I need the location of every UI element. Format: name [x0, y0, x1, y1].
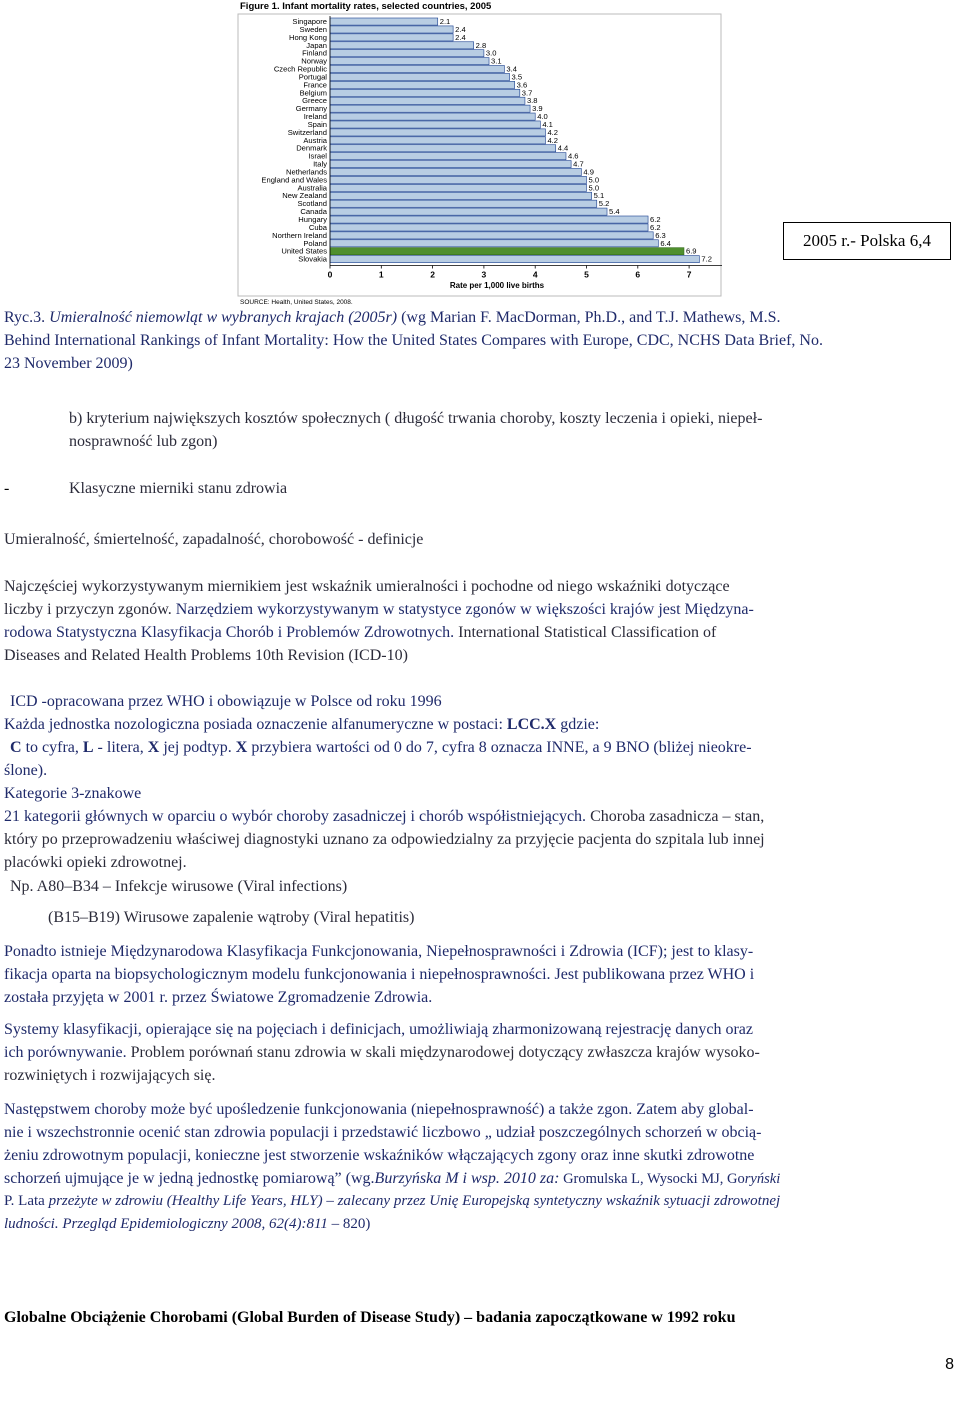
bar — [330, 248, 684, 255]
x-tick-label: 4 — [532, 269, 538, 280]
category-label: Scotland — [297, 199, 327, 209]
category-label: Portugal — [298, 72, 327, 82]
consequence-line5a: P. Lata — [4, 1193, 49, 1209]
bar — [330, 192, 592, 199]
x2-text: przybiera wartości od 0 do 7, cyfra 8 oznacza INNE, a 9 BNO (bliżej nieokre- — [247, 739, 752, 756]
value-label: 3.6 — [516, 80, 528, 90]
category-label: Austria — [303, 135, 327, 145]
most-used-line3a: rodowa Statystyczna Klasyfikacja Chorób i Problemów Zdrowotnych. — [4, 624, 455, 641]
c-letter: C — [10, 739, 22, 756]
value-label: 2.4 — [455, 32, 466, 42]
consequence-line5b: przeżyte w zdrowiu (Healthy Life Years, HLY) – zalecany przez Unię Europejską syntetyczny wskaźnik sytuacji zdrowotnej — [48, 1193, 781, 1209]
value-label: 7.2 — [701, 254, 712, 264]
gbd-heading: Globalne Obciążenie Chorobami (Global Burden of Disease Study) – badania zapoczątkowane w 1992 roku — [4, 1309, 736, 1326]
category-label: Ireland — [303, 112, 327, 122]
x-tick-label: 6 — [635, 269, 641, 280]
value-label: 4.2 — [547, 127, 559, 137]
unit-text2: gdzie: — [556, 716, 600, 733]
cat21-line3: placówki opieki zdrowotnej. — [4, 854, 187, 871]
value-label: 4.0 — [537, 112, 548, 122]
consequence-line1: Następstwem choroby może być upośledzenie funkcjonowania (niepełnosprawność) a także zgon. Zatem aby global- — [4, 1101, 754, 1118]
category-label: Italy — [313, 159, 327, 169]
value-label: 3.0 — [485, 48, 497, 58]
most-used-line1: Najczęściej wykorzystywanym miernikiem jest wskaźnik umieralności i pochodne od niego wskaźniki dotyczące — [4, 578, 730, 595]
category-label: Australia — [297, 183, 327, 193]
category-label: Norway — [301, 56, 327, 66]
l-text: - litera, — [93, 739, 148, 756]
bar — [330, 50, 484, 57]
bar — [330, 224, 648, 231]
consequence-line4a: schorzeń ujmujące je w jedną jednostkę pomiarową” — [4, 1170, 342, 1187]
bar — [330, 208, 607, 215]
x2-letter: X — [235, 739, 248, 756]
bar — [330, 97, 525, 104]
x-letter: X — [147, 739, 160, 756]
category-label: Denmark — [296, 143, 327, 153]
example-line2: (B15–B19) Wirusowe zapalenie wątroby (Viral hepatitis) — [48, 909, 415, 926]
classic-heading: Klasyczne mierniki stanu zdrowia — [69, 480, 288, 497]
consequence-line4e: ryński — [744, 1171, 781, 1187]
x-tick-label: 2 — [430, 269, 435, 280]
value-label: 6.3 — [655, 230, 666, 240]
icd-line: ICD -opracowana przez WHO i obowiązuje w Polsce od roku 1996 — [10, 693, 442, 710]
systems-line1: Systemy klasyfikacji, opierające się na pojęciach i definicjach, umożliwiają zharmonizowaną rejestrację danych oraz — [4, 1021, 753, 1038]
bar — [330, 184, 587, 191]
category-label: Slovakia — [298, 254, 327, 264]
bar — [330, 129, 545, 136]
consequence-line6b: – — [327, 1216, 343, 1232]
category-label: Poland — [303, 238, 327, 248]
bar — [330, 145, 556, 152]
value-label: 2.4 — [455, 24, 466, 34]
unit-text1: Każda jednostka nozologiczna posiada oznaczenie alfanumeryczne w postaci: — [4, 716, 507, 733]
poland-rate-note: 2005 r.- Polska 6,4 — [783, 222, 951, 260]
category-label: Belgium — [299, 88, 327, 98]
category-label: Netherlands — [286, 167, 327, 177]
category-label: Czech Republic — [273, 64, 327, 74]
value-label: 3.5 — [511, 72, 523, 82]
criterion-b-line2: nosprawność lub zgon) — [69, 433, 218, 450]
definitions-line: Umieralność, śmiertelność, zapadalność, chorobowość - definicje — [4, 531, 424, 548]
category-label: Finland — [302, 48, 327, 58]
value-label: 5.0 — [588, 183, 600, 193]
bar — [330, 216, 648, 223]
category-label: New Zealand — [282, 191, 327, 201]
systems-line2b: Problem porównań stanu zdrowia w skali międzynarodowej dotyczący zwłaszcza krajów wysoko- — [126, 1044, 760, 1061]
caption-rest: (wg Marian F. MacDorman, Ph.D., and T.J. Mathews, M.S. — [397, 309, 781, 326]
figure-caption-line3: 23 November 2009) — [4, 355, 133, 372]
unit-code: LCC.X — [506, 716, 557, 733]
chart-title: Figure 1. Infant mortality rates, selected countries, 2005 — [240, 1, 492, 12]
criterion-b-line1: b) kryterium największych kosztów społecznych ( długość trwania choroby, koszty leczenia i opieki, niepeł- — [69, 410, 763, 427]
category-label: Hungary — [298, 215, 327, 224]
bar — [330, 176, 587, 183]
value-label: 5.0 — [588, 175, 600, 185]
value-label: 3.8 — [526, 96, 538, 106]
value-label: 2.1 — [439, 17, 451, 26]
value-label: 4.4 — [557, 143, 569, 153]
value-label: 3.9 — [532, 104, 543, 114]
bar — [330, 26, 453, 33]
x-tick-label: 0 — [327, 269, 333, 280]
value-label: 6.9 — [685, 246, 697, 256]
x-tick-label: 7 — [686, 269, 692, 280]
category-label: Germany — [295, 104, 327, 114]
bar — [330, 105, 530, 112]
icf-line2: fikacja oparta na biopsychologicznym modelu funkcjonowania i niepełnosprawności. Jest publikowana przez WHO i — [4, 966, 755, 983]
infant-mortality-chart — [236, 0, 722, 306]
bar — [330, 66, 504, 73]
bar — [330, 240, 658, 247]
value-label: 4.6 — [567, 151, 579, 161]
page-number: 8 — [945, 1356, 954, 1373]
consequence-line2: nie i wszechstronnie ocenić stan zdrowia populacji i przedstawić liczbowo „ udział poszczególnych schorzeń w obcią- — [4, 1124, 762, 1141]
value-label: 4.2 — [547, 135, 559, 145]
code-explain-line2: ślone). — [4, 762, 48, 779]
value-label: 4.9 — [583, 167, 594, 177]
category-label: Switzerland — [287, 127, 327, 137]
category-label: Greece — [302, 96, 327, 106]
category-label: Hong Kong — [289, 32, 327, 42]
category-label: France — [303, 80, 327, 90]
x-tick-label: 5 — [584, 269, 589, 280]
code-explain-line — [10, 736, 958, 759]
value-label: 5.4 — [609, 207, 620, 217]
consequence-line6c: 820) — [342, 1216, 371, 1232]
value-label: 3.1 — [491, 56, 502, 66]
category-label: United States — [281, 246, 327, 256]
bar — [330, 89, 520, 96]
cat21-line2: który po przeprowadzeniu właściwej diagnostyki uznano za odpowiedzialny za przyjęcie pacjenta do szpitala lub innej — [4, 831, 765, 848]
most-used-line3 — [4, 621, 958, 644]
consequence-line4c: Burzyńska M i wsp. 2010 za: — [374, 1170, 560, 1187]
chart-source: SOURCE: Health, United States, 2008. — [240, 299, 353, 306]
value-label: 4.7 — [573, 159, 584, 169]
chart-svg — [236, 0, 722, 306]
bar — [330, 34, 453, 41]
figure-caption-line1 — [4, 306, 958, 329]
category-label: Northern Ireland — [272, 230, 327, 240]
systems-line2 — [4, 1041, 958, 1064]
unit-line — [4, 713, 958, 736]
icf-line3: została przyjęta w 2001 r. przez Światowe Zgromadzenie Zdrowia. — [4, 989, 433, 1006]
consequence-line4 — [4, 1167, 958, 1191]
bar — [330, 58, 489, 65]
bar — [330, 113, 535, 120]
x-tick-label: 1 — [378, 269, 384, 280]
bar — [330, 153, 566, 160]
value-label: 2.8 — [475, 40, 487, 50]
bar — [330, 200, 597, 207]
c-text: to cyfra, — [21, 739, 83, 756]
consequence-line6 — [4, 1213, 958, 1236]
most-used-line2a: liczby i przyczyn zgonów. — [4, 601, 172, 618]
icf-line1: Ponadto istnieje Międzynarodowa Klasyfikacja Funkcjonowania, Niepełnosprawności i Zdrowia (ICF); jest to klasy- — [4, 943, 754, 960]
bar — [330, 81, 515, 88]
most-used-line4: Diseases and Related Health Problems 10th Revision (ICD-10) — [4, 647, 408, 664]
consequence-line4d: Gromulska L, Wysocki MJ, Go — [559, 1171, 745, 1187]
figure-caption-line2: Behind International Rankings of Infant Mortality: How the United States Compares with Europe, CDC, NCHS Data Brief, No. — [4, 332, 823, 349]
most-used-line2 — [4, 598, 958, 621]
cat21-line1b: Choroba zasadnicza – stan, — [586, 808, 765, 825]
bar — [330, 42, 474, 49]
value-label: 4.1 — [542, 119, 553, 129]
bar — [330, 232, 653, 239]
bar — [330, 161, 571, 168]
l-letter: L — [82, 739, 94, 756]
most-used-line3b: International Statistical Classification of — [454, 624, 717, 641]
category-label: Cuba — [308, 222, 327, 232]
classic-dash: - — [4, 480, 10, 497]
value-label: 3.4 — [506, 64, 517, 74]
x-text: jej podtyp. — [159, 739, 236, 756]
consequence-line3: żeniu zdrowotnym populacji, konieczne jest stworzenie wskaźników włączających zgony oraz inne skutki zdrowotne — [4, 1147, 755, 1164]
bar — [330, 168, 581, 175]
categories-3: Kategorie 3-znakowe — [4, 785, 142, 802]
consequence-line4b: (wg. — [341, 1170, 375, 1187]
category-label: Sweden — [299, 24, 327, 34]
category-label: Singapore — [292, 17, 327, 26]
caption-prefix: Ryc.3. — [4, 309, 50, 326]
value-label: 5.1 — [593, 191, 605, 201]
most-used-line2b: Narzędziem wykorzystywanym w statystyce zgonów w większości krajów jest Międzyna- — [171, 601, 754, 618]
value-label: 3.7 — [521, 88, 533, 98]
caption-title: Umieralność niemowląt w wybranych krajach (2005r) — [49, 309, 398, 326]
systems-line2a: ich porównywanie. — [4, 1044, 127, 1061]
value-label: 6.2 — [650, 222, 661, 232]
bar — [330, 137, 545, 144]
systems-line3: rozwiniętych i rozwijających się. — [4, 1067, 216, 1084]
chart-xlabel: Rate per 1,000 live births — [449, 281, 545, 290]
consequence-line5 — [4, 1190, 958, 1213]
bar — [330, 256, 699, 263]
category-label: Canada — [300, 207, 327, 217]
value-label: 6.4 — [660, 238, 671, 248]
example-line1: Np. A80–B34 – Infekcje wirusowe (Viral infections) — [10, 878, 348, 895]
bar — [330, 73, 510, 80]
x-tick-label: 3 — [481, 269, 487, 280]
category-label: England and Wales — [261, 175, 327, 185]
category-label: Spain — [307, 119, 327, 129]
bar — [330, 121, 540, 128]
value-label: 6.2 — [650, 215, 661, 224]
cat21-line1a: 21 kategorii głównych w oparciu o wybór choroby zasadniczej i chorób współistniejących. — [4, 808, 587, 825]
value-label: 5.2 — [598, 199, 610, 209]
category-label: Israel — [308, 151, 327, 161]
bar — [330, 18, 438, 25]
cat21-line1 — [4, 805, 958, 828]
consequence-line6a: ludności. Przegląd Epidemiologiczny 2008, 62(4):811 — [4, 1216, 328, 1232]
category-label: Japan — [306, 40, 327, 50]
